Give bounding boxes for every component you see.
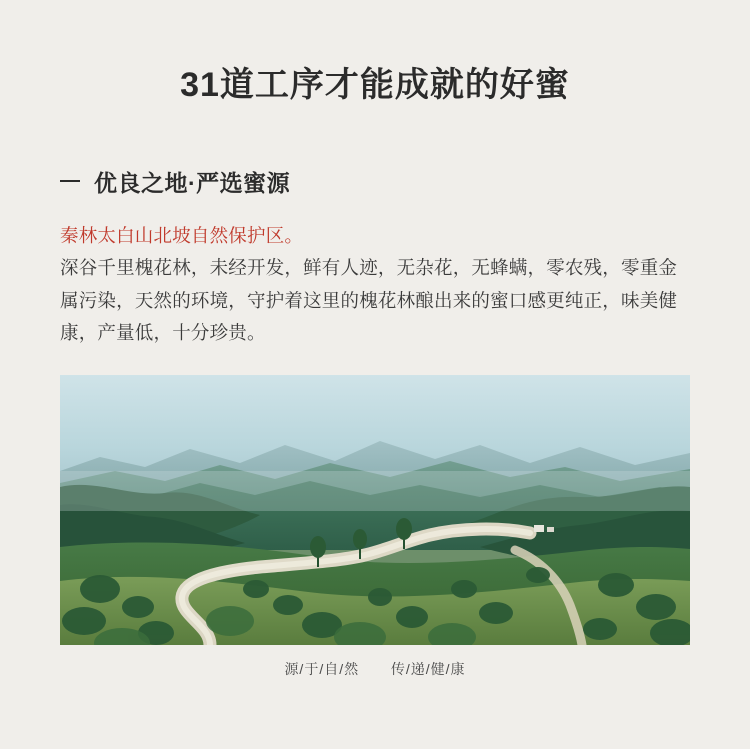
section-heading — [60, 165, 750, 198]
photo-caption — [0, 659, 750, 679]
page-container — [0, 23, 750, 749]
dash-icon — [60, 180, 80, 182]
body-copy — [60, 220, 690, 350]
caption-right: 传/递/健/康 — [390, 661, 466, 678]
caption-left: 源/于/自/然 — [284, 661, 360, 678]
body-paragraph: 深谷千里槐花林，未经开发，鲜有人迹，无杂花，无蜂螨，零农残，零重金属污染，天然的环境，守护着这里的槐花林酿出来的蜜口感更纯正，味美健康，产量低，十分珍贵。 — [60, 257, 678, 344]
mountain-forest-road-photo — [60, 375, 690, 645]
page-title: 31道工序才能成就的好蜜 — [180, 65, 570, 104]
section-heading-label: 优良之地·严选蜜源 — [94, 169, 291, 196]
highlight-line: 秦林太白山北坡自然保护区。 — [60, 224, 304, 246]
photo-frame — [60, 375, 690, 645]
